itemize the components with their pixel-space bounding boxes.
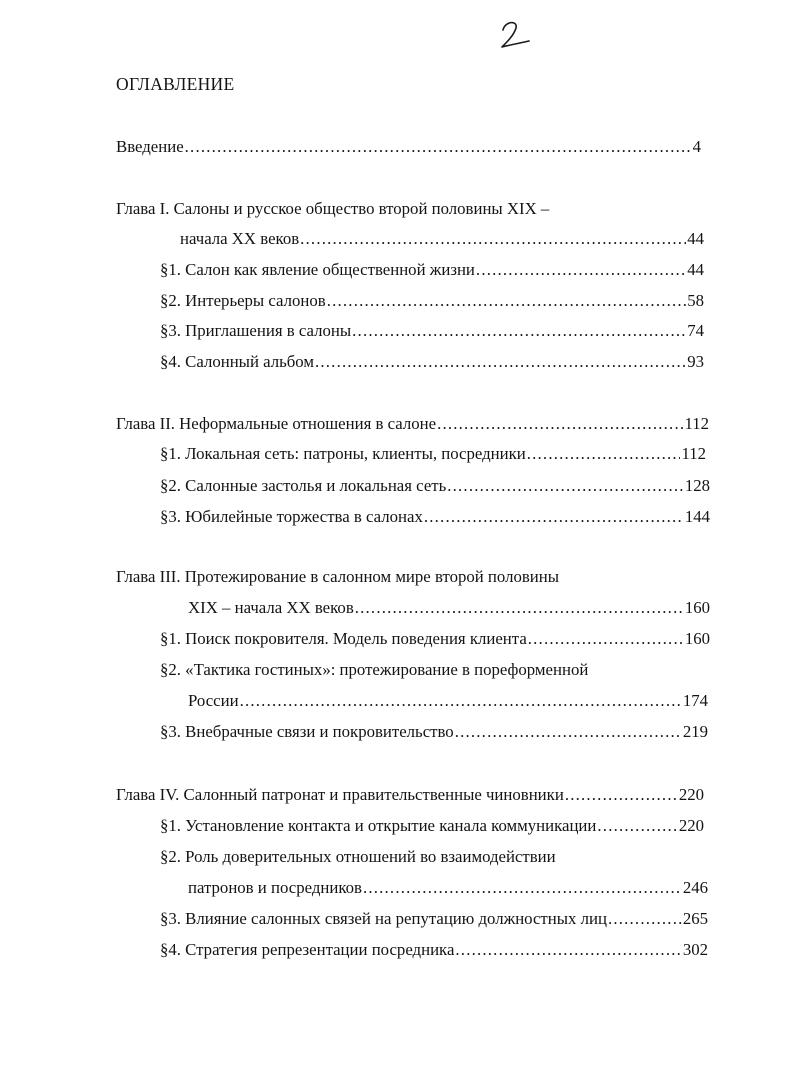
- toc-entry-label: §4. Стратегия репрезентации посредника: [160, 940, 455, 959]
- toc-entry-page: 58: [687, 291, 704, 310]
- dot-leader: [565, 784, 678, 806]
- toc-entry-label: §1. Установление контакта и открытие канала коммуникации: [160, 816, 597, 835]
- toc-entry-page: 128: [684, 476, 710, 495]
- toc-entry-page: 160: [684, 598, 710, 617]
- dot-leader: [527, 443, 681, 465]
- toc-entry-label: Введение: [116, 137, 184, 156]
- toc-entry-section[interactable]: [160, 290, 704, 312]
- toc-entry-page: 219: [682, 722, 708, 741]
- dot-leader: [185, 136, 692, 158]
- toc-entry-label: §3. Юбилейные торжества в салонах: [160, 507, 423, 526]
- toc-entry-section[interactable]: [160, 443, 706, 465]
- toc-entry-page: 174: [682, 691, 708, 710]
- chapter-3-title-line-2: XIX – начала XX веков: [188, 598, 354, 617]
- toc-entry-section[interactable]: [160, 939, 708, 961]
- toc-entry-chapter-2[interactable]: [116, 413, 709, 435]
- dot-leader: [608, 908, 682, 930]
- dot-leader: [424, 506, 684, 528]
- dot-leader: [363, 877, 682, 899]
- dot-leader: [327, 290, 687, 312]
- toc-entry-label: §2. Интерьеры салонов: [160, 291, 326, 310]
- toc-entry-section[interactable]: [160, 815, 704, 837]
- toc-entry-section-line-1[interactable]: §2. Роль доверительных отношений во взаимодействии: [160, 847, 556, 866]
- toc-entry-page: 44: [687, 260, 704, 279]
- toc-entry-page: 112: [684, 414, 709, 433]
- dot-leader: [476, 259, 686, 281]
- toc-entry-label: патронов и посредников: [188, 878, 362, 897]
- toc-entry-label: §2. Салонные застолья и локальная сеть: [160, 476, 447, 495]
- dot-leader: [528, 628, 684, 650]
- toc-entry-label: §3. Внебрачные связи и покровительство: [160, 722, 454, 741]
- toc-entry-page: 160: [684, 629, 710, 648]
- toc-entry-section[interactable]: [160, 259, 704, 281]
- toc-entry-section[interactable]: [188, 690, 708, 712]
- dot-leader: [437, 413, 683, 435]
- toc-entry-intro[interactable]: [116, 136, 701, 158]
- dot-leader: [597, 815, 677, 837]
- toc-entry-page: 220: [678, 785, 704, 804]
- toc-entry-page: 112: [681, 444, 706, 463]
- dot-leader: [315, 351, 686, 373]
- toc-entry-section[interactable]: [160, 721, 708, 743]
- toc-entry-page: 93: [687, 352, 704, 371]
- toc-entry-page: 74: [687, 321, 704, 340]
- toc-entry-label: §4. Салонный альбом: [160, 352, 314, 371]
- toc-entry-label: России: [188, 691, 239, 710]
- toc-entry-page: 265: [682, 909, 708, 928]
- toc-entry-chapter-1[interactable]: [180, 228, 704, 250]
- dot-leader: [455, 721, 682, 743]
- dot-leader: [352, 320, 686, 342]
- toc-entry-section[interactable]: [160, 351, 704, 373]
- toc-entry-page: 44: [687, 229, 704, 248]
- toc-entry-chapter-4[interactable]: [116, 784, 704, 806]
- toc-entry-section[interactable]: [160, 506, 710, 528]
- dot-leader: [455, 939, 681, 961]
- chapter-2-title: Глава II. Неформальные отношения в салоне: [116, 414, 437, 433]
- toc-entry-section[interactable]: [160, 908, 708, 930]
- toc-entry-section[interactable]: [160, 475, 710, 497]
- toc-entry-page: 144: [684, 507, 710, 526]
- chapter-1-title-line-1[interactable]: Глава I. Салоны и русское общество второй половины XIX –: [116, 199, 550, 218]
- toc-heading: ОГЛАВЛЕНИЕ: [116, 74, 235, 94]
- toc-entry-page: 246: [682, 878, 708, 897]
- toc-entry-label: §1. Салон как явление общественной жизни: [160, 260, 475, 279]
- toc-entry-section[interactable]: [188, 877, 708, 899]
- toc-entry-page: 220: [678, 816, 704, 835]
- chapter-3-title-line-1[interactable]: Глава III. Протежирование в салонном мире второй половины: [116, 567, 559, 586]
- dot-leader: [355, 597, 684, 619]
- toc-entry-label: §3. Приглашения в салоны: [160, 321, 352, 340]
- chapter-4-title: Глава IV. Салонный патронат и правительственные чиновники: [116, 785, 564, 804]
- dot-leader: [447, 475, 684, 497]
- toc-entry-page: 4: [692, 137, 701, 156]
- toc-entry-label: §3. Влияние салонных связей на репутацию должностных лиц: [160, 909, 607, 928]
- dot-leader: [240, 690, 682, 712]
- toc-entry-section-line-1[interactable]: §2. «Тактика гостиных»: протежирование в пореформенной: [160, 660, 589, 679]
- dot-leader: [300, 228, 686, 250]
- toc-entry-chapter-3[interactable]: [188, 597, 710, 619]
- toc-entry-label: §1. Поиск покровителя. Модель поведения клиента: [160, 629, 527, 648]
- toc-entry-label: §1. Локальная сеть: патроны, клиенты, посредники: [160, 444, 526, 463]
- chapter-1-title-line-2: начала XX веков: [180, 229, 300, 248]
- toc-entry-section[interactable]: [160, 628, 710, 650]
- toc-entry-page: 302: [682, 940, 708, 959]
- toc-entry-section[interactable]: [160, 320, 704, 342]
